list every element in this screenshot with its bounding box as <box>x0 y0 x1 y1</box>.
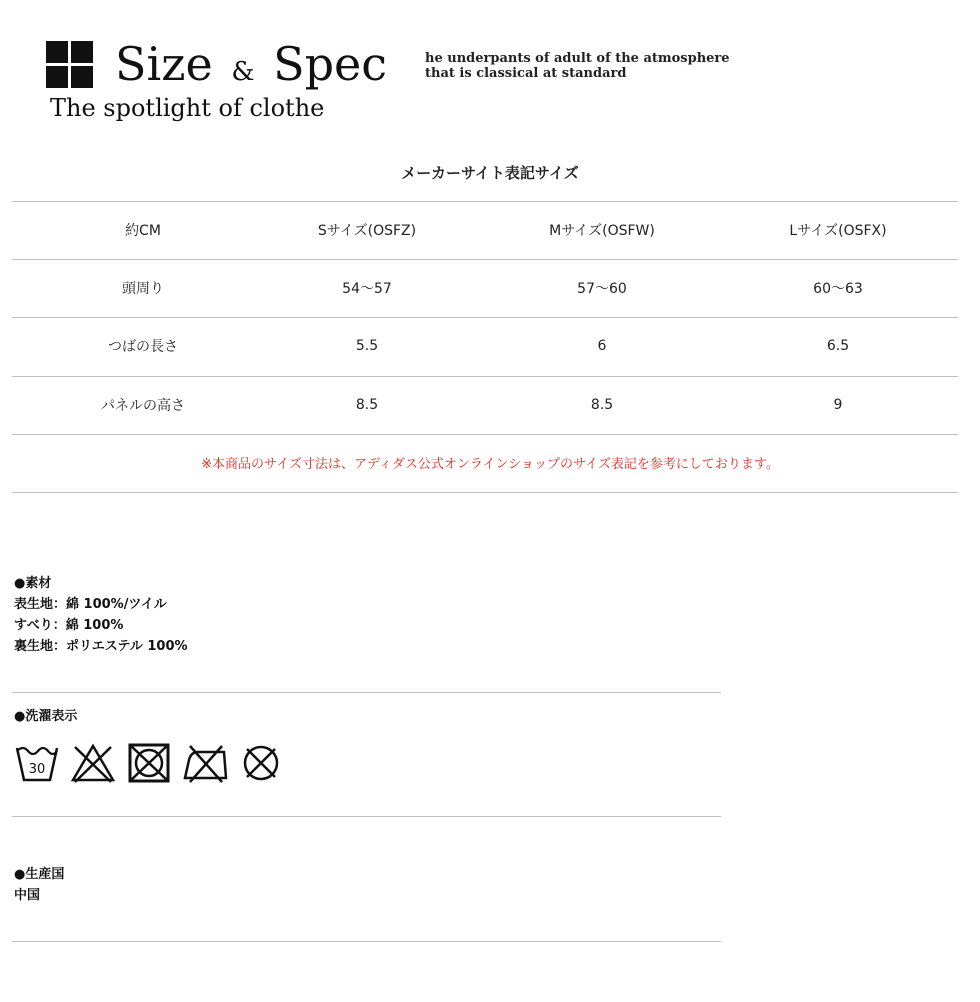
table-cell: 5.5 <box>355 338 379 354</box>
brand-ampersand: & <box>231 57 255 87</box>
tagline-line-1: he underpants of adult of the atmosphere <box>425 51 730 66</box>
origin-heading: ●生産国 <box>14 867 65 882</box>
section-divider <box>12 692 721 693</box>
care-heading: ●洗濯表示 <box>14 709 78 724</box>
size-note: ※本商品のサイズ寸法は、アディダス公式オンラインショップのサイズ表記を参考にしております。 <box>201 457 779 472</box>
material-line: すべり：綿 100% <box>14 618 124 633</box>
column-header: Sサイズ(OSFZ) <box>317 223 417 239</box>
table-row <box>12 376 958 434</box>
table-row <box>12 259 958 317</box>
material-line: 表生地：綿 100%/ツイル <box>14 597 167 612</box>
table-header-row <box>12 201 958 259</box>
column-header: Lサイズ(OSFX) <box>789 223 887 239</box>
row-label: つばの長さ <box>108 339 178 355</box>
size-table-title: メーカーサイト表記サイズ <box>401 164 579 182</box>
material-section <box>14 573 188 657</box>
table-row <box>12 317 958 375</box>
brand-subtitle: The spotlight of clothe <box>50 94 325 122</box>
material-heading: ●素材 <box>14 576 52 591</box>
brand-word-size: Size <box>115 37 213 91</box>
table-cell: 8.5 <box>590 397 614 413</box>
row-label: パネルの高さ <box>101 398 185 414</box>
tagline-line-2: that is classical at standard <box>425 66 627 81</box>
logo-grid-icon <box>46 41 93 88</box>
wash-30-icon <box>14 742 60 784</box>
table-cell: 9 <box>833 397 843 413</box>
origin-section <box>14 864 64 906</box>
table-cell: 6.5 <box>826 338 850 354</box>
care-symbols <box>14 742 284 784</box>
brand-title <box>115 34 387 102</box>
no-tumble-dry-icon <box>126 742 172 784</box>
column-header: 約CM <box>125 223 161 239</box>
section-divider <box>12 941 721 942</box>
no-iron-icon <box>182 742 228 784</box>
section-divider <box>12 816 721 817</box>
no-bleach-icon <box>70 742 116 784</box>
brand-tagline <box>425 51 730 81</box>
table-divider <box>12 492 958 493</box>
row-label: 頭周り <box>122 281 164 297</box>
table-cell: 54〜57 <box>342 281 392 297</box>
table-cell: 57〜60 <box>577 281 627 297</box>
table-cell: 6 <box>597 338 607 354</box>
wash-temperature: 30 <box>28 762 46 777</box>
table-cell: 60〜63 <box>813 281 863 297</box>
material-line: 裏生地：ポリエステル 100% <box>14 639 188 654</box>
column-header: Mサイズ(OSFW) <box>549 223 655 239</box>
table-cell: 8.5 <box>355 397 379 413</box>
brand-word-spec: Spec <box>273 37 388 91</box>
table-divider <box>12 434 958 435</box>
no-dry-clean-icon <box>238 742 284 784</box>
origin-value: 中国 <box>14 888 41 903</box>
